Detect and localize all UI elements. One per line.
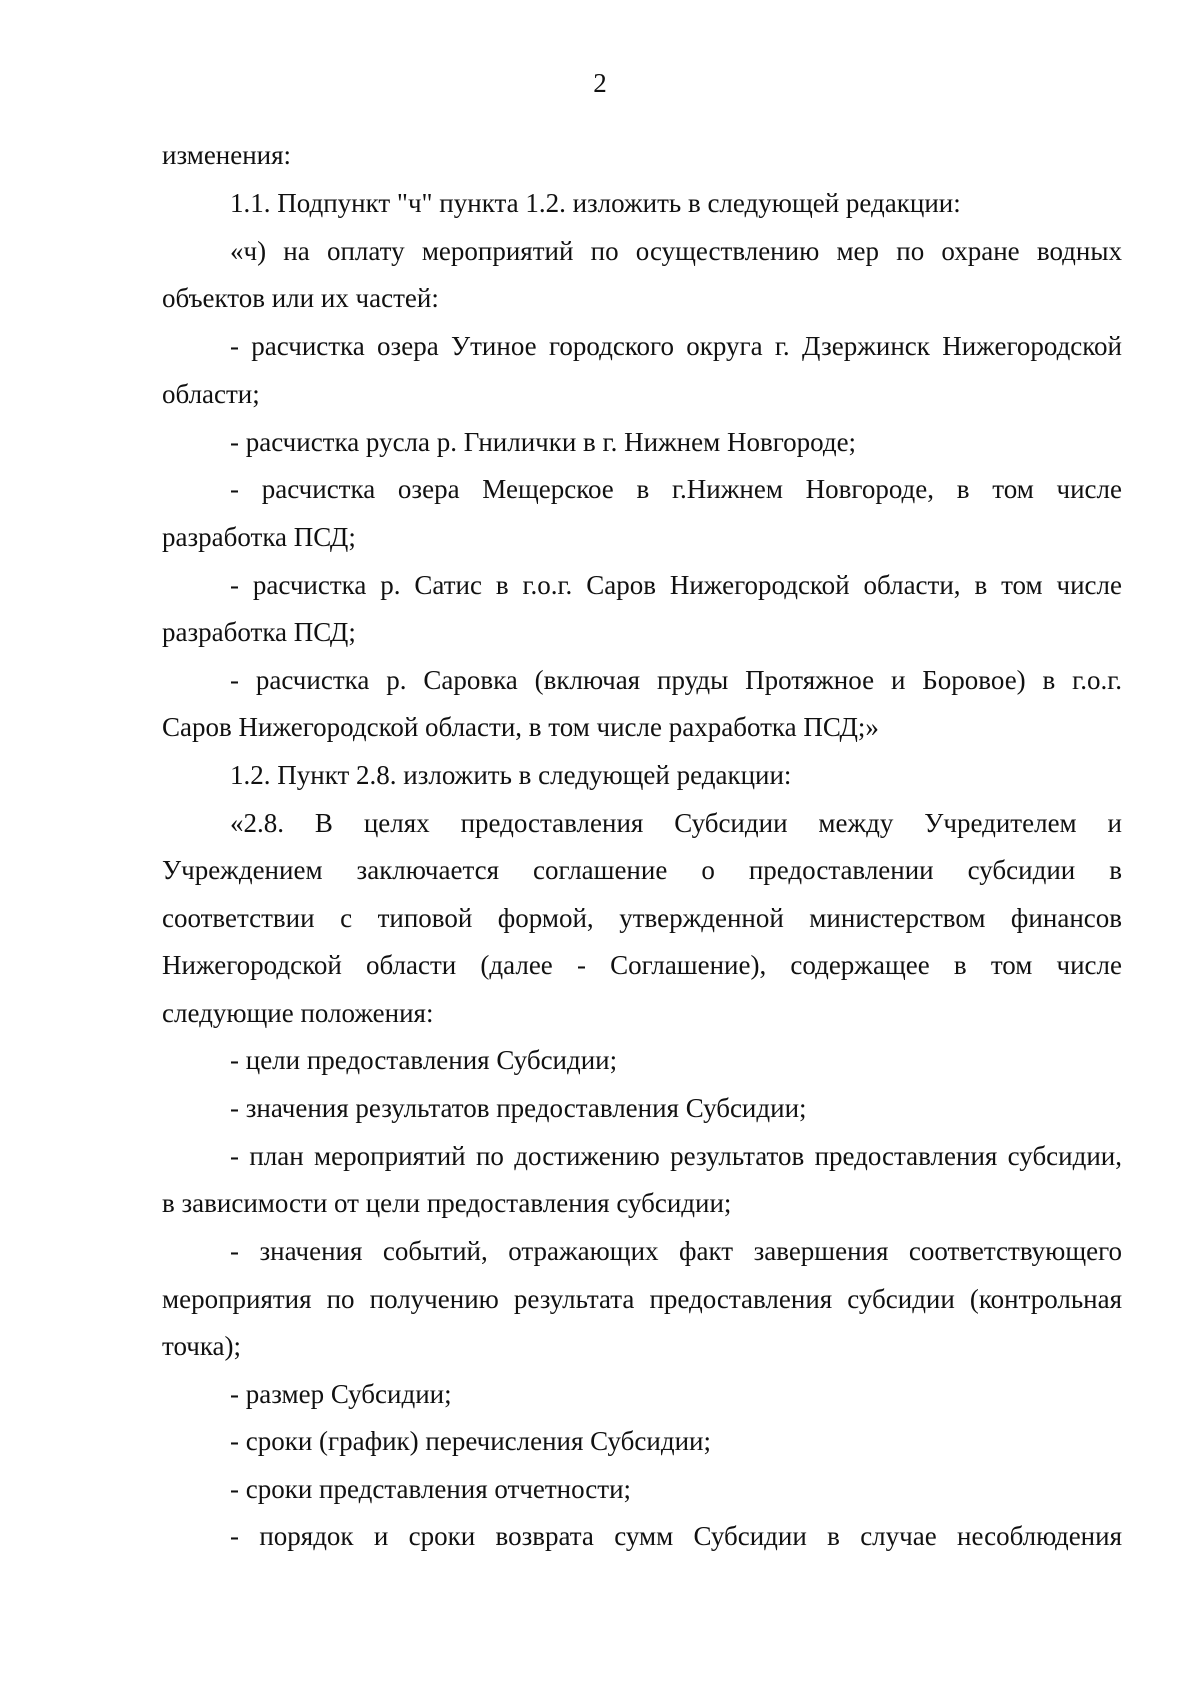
- text-line: - значения результатов предоставления Субсидии;: [230, 1093, 807, 1123]
- text-line: - расчистка р. Саровка (включая пруды Протяжное и Боровое) в г.о.г.: [230, 665, 1122, 695]
- text-line: мероприятия по получению результата предоставления субсидии (контрольная: [162, 1284, 1122, 1314]
- text-line: - порядок и сроки возврата сумм Субсидии в случае несоблюдения: [230, 1521, 1122, 1551]
- text-line: области;: [162, 379, 260, 409]
- text-line: 1.1. Подпункт "ч" пункта 1.2. изложить в следующей редакции:: [230, 188, 961, 218]
- text-line: - расчистка озера Утиное городского округа г. Дзержинск Нижегородской: [230, 331, 1122, 361]
- text-line: - размер Субсидии;: [230, 1379, 452, 1409]
- text-line: разработка ПСД;: [162, 617, 356, 647]
- text-line: Учреждением заключается соглашение о предоставлении субсидии в: [162, 855, 1122, 885]
- text-line: «2.8. В целях предоставления Субсидии между Учредителем и: [230, 808, 1122, 838]
- text-line: Саров Нижегородской области, в том числе рахработка ПСД;»: [162, 712, 879, 742]
- page-number: 2: [593, 68, 607, 98]
- text-line: - сроки (график) перечисления Субсидии;: [230, 1426, 711, 1456]
- text-line: в зависимости от цели предоставления субсидии;: [162, 1188, 732, 1218]
- text-line: - сроки представления отчетности;: [230, 1474, 632, 1504]
- text-line: следующие положения:: [162, 998, 434, 1028]
- text-line: - расчистка озера Мещерское в г.Нижнем Новгороде, в том числе: [230, 474, 1122, 504]
- text-line: Нижегородской области (далее - Соглашение), содержащее в том числе: [162, 950, 1122, 980]
- text-line: - цели предоставления Субсидии;: [230, 1045, 618, 1075]
- text-line: «ч) на оплату мероприятий по осуществлению мер по охране водных: [230, 236, 1122, 266]
- text-line: соответствии с типовой формой, утвержденной министерством финансов: [162, 903, 1122, 933]
- text-line: объектов или их частей:: [162, 283, 439, 313]
- text-line: - расчистка р. Сатис в г.о.г. Саров Нижегородской области, в том числе: [230, 570, 1122, 600]
- text-line: 1.2. Пункт 2.8. изложить в следующей редакции:: [230, 760, 792, 790]
- text-line: - план мероприятий по достижению результатов предоставления субсидии,: [230, 1141, 1122, 1171]
- text-line: изменения:: [162, 140, 292, 170]
- text-line: - значения событий, отражающих факт завершения соответствующего: [230, 1236, 1122, 1266]
- text-line: разработка ПСД;: [162, 522, 356, 552]
- text-line: - расчистка русла р. Гнилички в г. Нижнем Новгороде;: [230, 427, 857, 457]
- text-line: точка);: [162, 1331, 242, 1361]
